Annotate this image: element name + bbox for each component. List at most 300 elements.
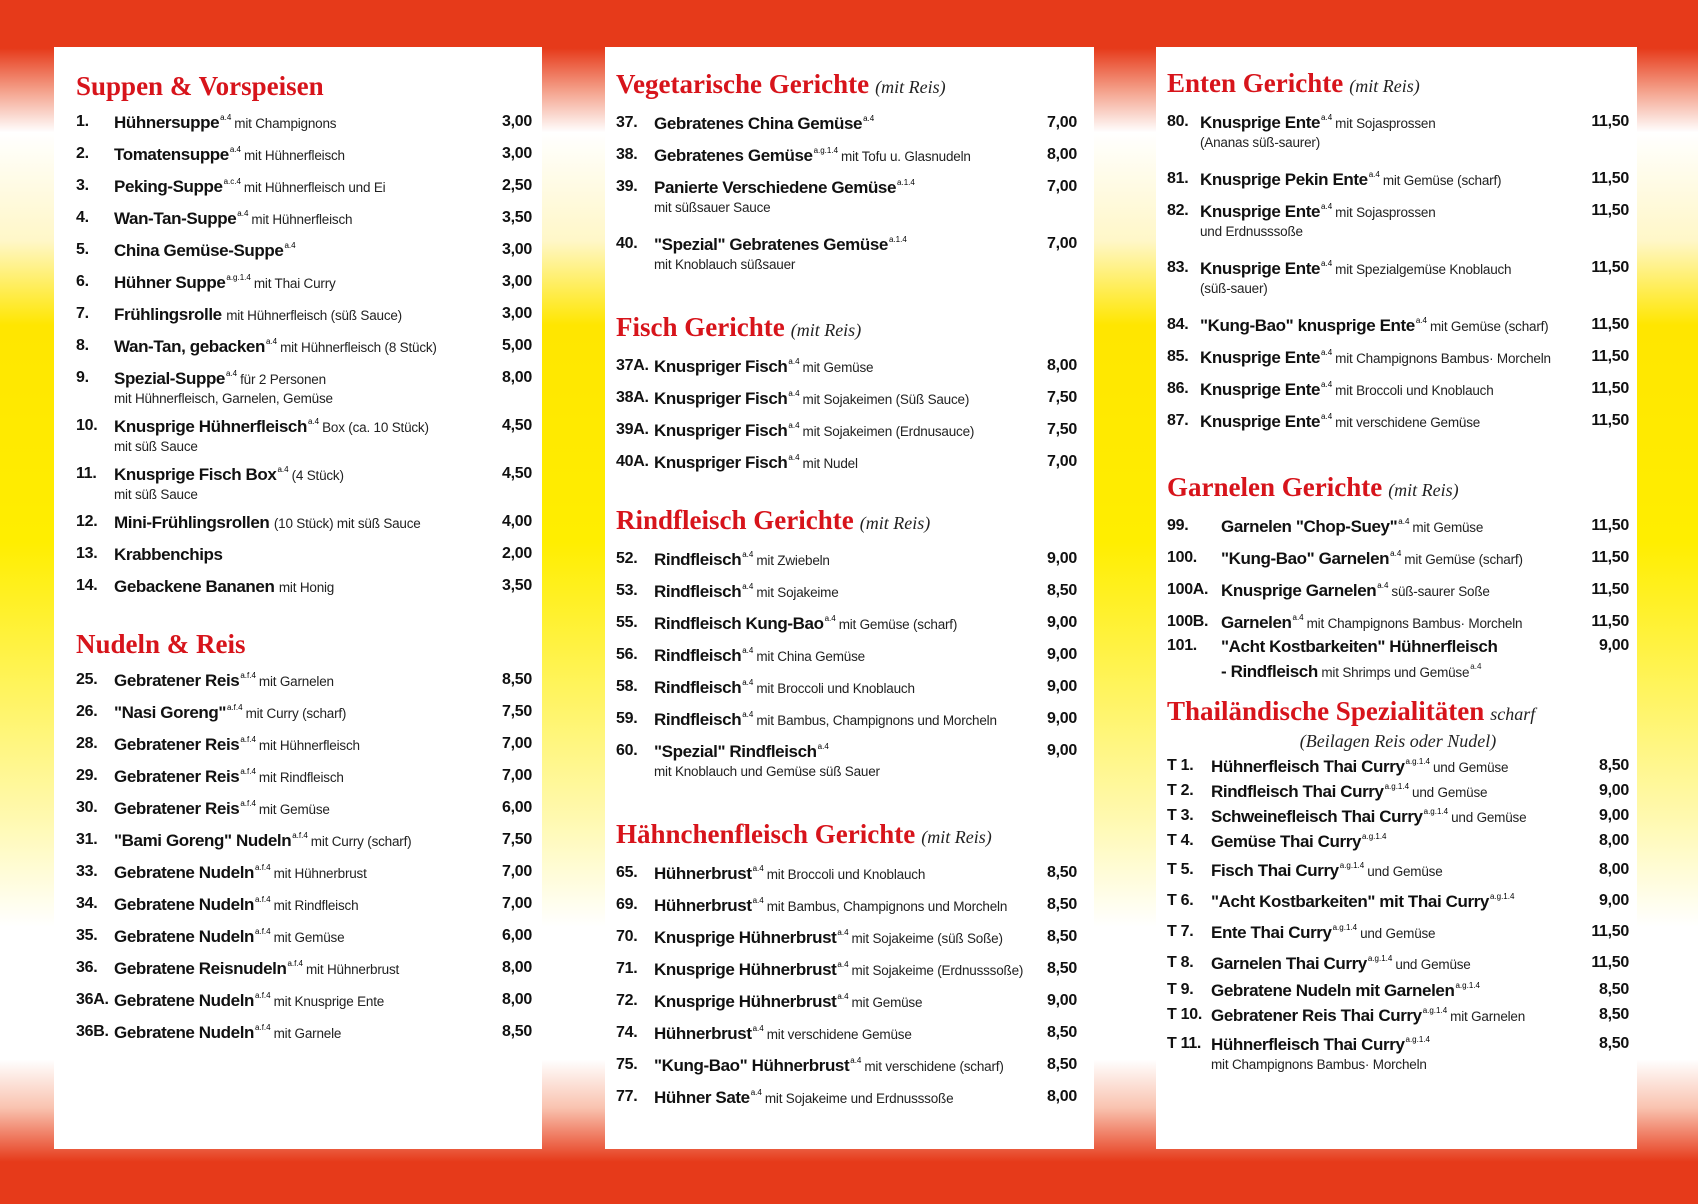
item-description: mit verschidene Gemüse: [766, 1027, 912, 1042]
item-body: [654, 178, 1027, 217]
item-description: mit Shrimps und Gemüse: [1321, 665, 1470, 680]
menu-item: [616, 142, 1077, 174]
item-price: 11,50: [1591, 170, 1629, 187]
item-description: mit Hühnerfleisch: [243, 148, 345, 163]
item-name: Knusprige Ente: [1200, 380, 1321, 399]
menu-item: [1167, 831, 1629, 856]
item-number: T 5.: [1167, 861, 1194, 878]
allergen-code: a.f.4: [255, 991, 271, 1000]
item-description: mit Gemüse: [1412, 520, 1484, 535]
item-number: 37A.: [616, 357, 649, 374]
item-name: Hühnerfleisch Thai Curry: [1211, 1035, 1405, 1054]
item-description: mit verschidene Gemüse: [1335, 415, 1481, 430]
item-body: [1211, 1006, 1577, 1026]
item-body: [114, 671, 486, 691]
allergen-code: a.f.4: [255, 895, 271, 904]
item-line: [1221, 613, 1577, 633]
item-description-line2: [654, 762, 1027, 781]
item-description: mit Gemüse: [273, 930, 345, 945]
item-name: Rindfleisch: [654, 678, 742, 697]
item-price: 11,50: [1591, 581, 1629, 598]
item-number: 39A.: [616, 421, 649, 438]
menu-item: [1167, 344, 1629, 376]
item-line: [1200, 412, 1577, 432]
item-line: [1211, 757, 1577, 777]
item-name: Tomatensuppe: [114, 145, 229, 164]
item-body: [1200, 113, 1577, 152]
item-line: [114, 799, 486, 819]
menu-item: [1167, 166, 1629, 198]
item-description: für 2 Personen: [240, 372, 326, 387]
item-name: Peking-Suppe: [114, 177, 223, 196]
item-line: [1211, 954, 1577, 974]
item-body: [1200, 380, 1577, 400]
menu-item: [76, 269, 532, 301]
item-line: [114, 241, 486, 261]
item-name: Gebackene Bananen: [114, 577, 275, 596]
item-body: [114, 863, 486, 883]
allergen-code: a.4: [752, 896, 764, 905]
item-body: [114, 305, 486, 325]
menu-item: [76, 667, 532, 699]
item-price: 5,00: [502, 337, 532, 354]
item-number: 77.: [616, 1088, 638, 1105]
menu-item: [1167, 577, 1629, 609]
allergen-code: a.4: [237, 209, 249, 218]
item-number: 86.: [1167, 380, 1189, 397]
item-description: mit Broccoli und Knoblauch: [1335, 383, 1494, 398]
allergen-code: a.4: [824, 614, 836, 623]
item-name: "Nasi Goreng": [114, 703, 226, 722]
item-body: [114, 417, 486, 456]
item-description: und Gemüse: [1395, 957, 1471, 972]
item-name: Gebratene Nudeln: [114, 991, 255, 1010]
item-line: [654, 582, 1027, 602]
item-price: 8,50: [1599, 757, 1629, 774]
item-line: [1221, 581, 1577, 601]
allergen-code: a.f.4: [240, 671, 256, 680]
item-line: [114, 895, 486, 915]
item-price: 11,50: [1591, 412, 1629, 429]
menu-item: [616, 674, 1077, 706]
item-description: mit Champignons Bambus· Morcheln: [1306, 616, 1523, 631]
item-description: mit Garnele: [273, 1026, 342, 1041]
item-line: [1211, 782, 1577, 802]
menu-item: [76, 237, 532, 269]
item-number: 35.: [76, 927, 98, 944]
item-number: 81.: [1167, 170, 1189, 187]
item-number: T 2.: [1167, 782, 1194, 799]
item-description: (Ananas süß-saurer): [1200, 135, 1320, 150]
item-description: mit Gemüse (scharf): [1404, 552, 1523, 567]
item-line: [654, 421, 1027, 441]
item-line: [654, 357, 1027, 377]
item-body: [1200, 348, 1577, 368]
menu-item: [1167, 609, 1629, 633]
item-body: [654, 1024, 1027, 1044]
item-price: 9,00: [1047, 992, 1077, 1009]
allergen-code: a.4: [837, 960, 849, 969]
menu-item: [1167, 198, 1629, 255]
item-body: [1211, 954, 1577, 974]
allergen-code: a.g.1.4: [226, 273, 251, 282]
item-number: 7.: [76, 305, 89, 322]
item-line: [114, 273, 486, 293]
item-price: 11,50: [1591, 202, 1629, 219]
allergen-code: a.g.1.4: [1455, 981, 1480, 990]
item-number: 82.: [1167, 202, 1189, 219]
menu-item: [616, 956, 1077, 988]
item-description: mit Curry (scharf): [310, 834, 412, 849]
item-name: Hühnerbrust: [654, 896, 752, 915]
item-name: Ente Thai Curry: [1211, 923, 1332, 942]
item-line: [654, 646, 1027, 666]
item-line: [654, 114, 1027, 134]
item-line: [1200, 202, 1577, 222]
menu-item: [616, 860, 1077, 892]
item-price: 11,50: [1591, 348, 1629, 365]
item-line: [1200, 316, 1577, 336]
item-number: 53.: [616, 582, 638, 599]
item-price: 4,50: [502, 417, 532, 434]
item-description: mit Hühnerfleisch und Ei: [243, 180, 386, 195]
menu-item: [76, 365, 532, 413]
item-name: Knusprige Fisch Box: [114, 465, 277, 484]
menu-item: [76, 763, 532, 795]
item-body: [114, 369, 486, 408]
item-name: Knuspriger Fisch: [654, 453, 788, 472]
item-name: Schweinefleisch Thai Curry: [1211, 807, 1423, 826]
item-description: mit Gemüse: [258, 802, 330, 817]
item-name: Gebratener Reis Thai Curry: [1211, 1006, 1422, 1025]
section-garnelen: [1167, 470, 1629, 690]
item-body: [654, 1088, 1027, 1108]
allergen-code: a.4: [742, 550, 754, 559]
item-description: mit Sojakeimen (Süß Sauce): [802, 392, 970, 407]
item-description: und Gemüse: [1432, 760, 1509, 775]
item-description: und Gemüse: [1367, 864, 1443, 879]
item-body: [654, 896, 1027, 916]
allergen-code: a.4: [220, 113, 232, 122]
item-description-line2: [1211, 1055, 1577, 1074]
menu-item: [1167, 109, 1629, 166]
item-description: mit Gemüse (scharf): [838, 617, 958, 632]
allergen-code: a.4: [752, 864, 764, 873]
item-description: mit Sojasprossen: [1335, 205, 1436, 220]
item-line: [654, 235, 1027, 255]
item-number: 36A.: [76, 991, 109, 1008]
section-title: Enten Gerichte (mit Reis): [1167, 68, 1420, 98]
allergen-code: a.f.4: [255, 927, 271, 936]
menu-item: [1167, 1005, 1629, 1030]
item-number: 101.: [1167, 637, 1197, 654]
item-name: "Kung-Bao" Garnelen: [1221, 549, 1390, 568]
item-price: 9,00: [1047, 742, 1077, 759]
item-line: [114, 465, 486, 485]
item-body: [1211, 861, 1577, 881]
allergen-code: a.4: [742, 582, 754, 591]
item-name: Hühnersuppe: [114, 113, 220, 132]
item-body: [114, 927, 486, 947]
item-description: und Erdnusssoße: [1200, 224, 1303, 239]
item-price: 3,00: [502, 113, 532, 130]
item-price: 3,00: [502, 145, 532, 162]
item-price: 8,50: [502, 1023, 532, 1040]
item-number: 33.: [76, 863, 98, 880]
item-name: Rindfleisch: [654, 550, 742, 569]
item-line: [114, 513, 486, 533]
item-number: T 10.: [1167, 1006, 1202, 1023]
item-description: mit Spezialgemüse Knoblauch: [1335, 262, 1512, 277]
allergen-code: a.4: [1470, 662, 1482, 671]
item-price: 6,00: [502, 799, 532, 816]
allergen-code: a.1.4: [888, 235, 907, 244]
item-body: [1211, 807, 1577, 827]
item-body: [114, 895, 486, 915]
item-line: [1211, 923, 1577, 943]
allergen-code: a.4: [1321, 202, 1333, 211]
item-line: [1221, 637, 1577, 657]
item-name: Frühlingsrolle: [114, 305, 222, 324]
allergen-code: a.4: [750, 1088, 762, 1097]
item-description: mit Broccoli und Knoblauch: [766, 867, 926, 882]
item-description-line2: [114, 485, 486, 504]
allergen-code: a.g.1.4: [1489, 892, 1515, 901]
allergen-code: a.4: [1321, 259, 1333, 268]
menu-item: [616, 1020, 1077, 1052]
item-price: 7,00: [1047, 114, 1077, 131]
menu-item: [1167, 856, 1629, 887]
allergen-code: a.g.1.4: [1332, 923, 1358, 932]
item-body: [1211, 923, 1577, 943]
item-description: mit Zwiebeln: [756, 553, 830, 568]
item-number: 80.: [1167, 113, 1189, 130]
item-price: 8,50: [1047, 582, 1077, 599]
item-description: mit Sojakeime: [756, 585, 839, 600]
menu-item: [616, 449, 1077, 481]
menu-item: [1167, 376, 1629, 408]
item-number: 2.: [76, 145, 89, 162]
item-body: [654, 614, 1027, 634]
item-number: 39.: [616, 178, 638, 195]
menu-item: [616, 174, 1077, 231]
menu-column-1: [54, 47, 542, 1149]
allergen-code: a.4: [863, 114, 875, 123]
item-description-line2: [114, 437, 486, 456]
item-price: 8,50: [1047, 864, 1077, 881]
item-line: [1200, 170, 1577, 190]
item-name: Hühner Suppe: [114, 273, 226, 292]
item-description: mit Sojakeime und Erdnusssoße: [764, 1091, 954, 1106]
item-number: 87.: [1167, 412, 1189, 429]
item-number: 14.: [76, 577, 98, 594]
item-name: Gebratenes Gemüse: [654, 146, 813, 165]
item-line: [1200, 259, 1577, 279]
item-body: [114, 145, 486, 165]
item-name: Knuspriger Fisch: [654, 389, 788, 408]
item-number: 36B.: [76, 1023, 109, 1040]
item-body: [654, 453, 1027, 473]
item-line: [654, 928, 1027, 948]
item-line: [1211, 1006, 1577, 1026]
item-name: "Spezial" Rindfleisch: [654, 742, 817, 761]
item-name: Garnelen: [1221, 613, 1292, 632]
item-price: 8,50: [1047, 1024, 1077, 1041]
allergen-code: a.f.4: [240, 799, 256, 808]
item-name: Knusprige Ente: [1200, 412, 1321, 431]
item-description-line2: [1200, 133, 1577, 152]
item-description: mit Gemüse: [851, 995, 923, 1010]
menu-item: [76, 731, 532, 763]
item-number: T 3.: [1167, 807, 1194, 824]
item-price: 11,50: [1591, 113, 1629, 130]
item-description: mit Hühnerfleisch (süß Sauce): [226, 308, 402, 323]
item-name: Gebratene Nudeln: [114, 863, 255, 882]
item-price: 3,00: [502, 241, 532, 258]
menu-item: [76, 923, 532, 955]
item-body: [654, 389, 1027, 409]
item-body: [1221, 613, 1577, 633]
item-price: 11,50: [1591, 316, 1629, 333]
item-line: [1211, 832, 1577, 852]
item-body: [1211, 832, 1577, 852]
item-price: 11,50: [1591, 259, 1629, 276]
section-title: Nudeln & Reis: [76, 629, 246, 659]
item-line: [1221, 549, 1577, 569]
item-number: 1.: [76, 113, 89, 130]
menu-item: [1167, 918, 1629, 949]
allergen-code: a.4: [1292, 613, 1304, 622]
item-price: 8,50: [1599, 981, 1629, 998]
item-body: [1200, 202, 1577, 241]
allergen-code: a.4: [277, 465, 289, 474]
item-body: [654, 646, 1027, 666]
allergen-code: a.4: [284, 241, 296, 250]
item-description: süß-saurer Soße: [1391, 584, 1490, 599]
menu-item: [616, 231, 1077, 288]
item-number: T 8.: [1167, 954, 1194, 971]
item-description-line2: [114, 389, 486, 408]
allergen-code: a.4: [788, 357, 800, 366]
item-description: mit China Gemüse: [756, 649, 865, 664]
item-number: 59.: [616, 710, 638, 727]
item-name: "Bami Goreng" Nudeln: [114, 831, 292, 850]
item-price: 4,00: [502, 513, 532, 530]
item-description: mit Sojakeime (Erdnusssoße): [851, 963, 1024, 978]
allergen-code: a.4: [1321, 412, 1333, 421]
item-number: 29.: [76, 767, 98, 784]
item-price: 6,00: [502, 927, 532, 944]
item-line: [1200, 348, 1577, 368]
allergen-code: a.1.4: [897, 178, 915, 187]
item-name: Krabbenchips: [114, 545, 223, 564]
item-description: mit Rindfleisch: [258, 770, 344, 785]
menu-item: [616, 110, 1077, 142]
item-number: 84.: [1167, 316, 1189, 333]
item-description: mit Gemüse: [802, 360, 874, 375]
menu-item: [76, 859, 532, 891]
item-number: 58.: [616, 678, 638, 695]
allergen-code: a.g.1.4: [1405, 1035, 1430, 1044]
item-description-line2: [654, 198, 1027, 217]
item-name: Rindfleisch Kung-Bao: [654, 614, 824, 633]
item-body: [654, 1056, 1027, 1076]
item-price: 8,00: [1047, 357, 1077, 374]
item-price: 11,50: [1591, 517, 1629, 534]
item-line: [654, 710, 1027, 730]
allergen-code: a.4: [788, 421, 800, 430]
item-price: 9,00: [1047, 550, 1077, 567]
item-name: Gebratene Nudeln mit Garnelen: [1211, 981, 1455, 1000]
item-description: mit Sojasprossen: [1335, 116, 1436, 131]
item-line: [654, 389, 1027, 409]
allergen-code: a.4: [1415, 316, 1427, 325]
item-line: [654, 146, 1027, 166]
menu-item: [616, 610, 1077, 642]
item-number: 70.: [616, 928, 638, 945]
item-body: [114, 799, 486, 819]
item-description: mit Sojakeime (süß Soße): [851, 931, 1003, 946]
item-body: [654, 550, 1027, 570]
item-line: [1211, 807, 1577, 827]
item-body: [114, 513, 486, 533]
item-number: 38A.: [616, 389, 649, 406]
item-description: und Gemüse: [1451, 810, 1527, 825]
allergen-code: a.g.1.4: [1423, 807, 1449, 816]
item-name: "Kung-Bao" Hühnerbrust: [654, 1056, 850, 1075]
item-description: mit Broccoli und Knoblauch: [756, 681, 915, 696]
item-description: mit Hühnerfleisch: [251, 212, 353, 227]
section-suppen: [76, 69, 532, 605]
item-number: 40A.: [616, 453, 649, 470]
item-price: 8,00: [1599, 861, 1629, 878]
item-name: Knusprige Hühnerbrust: [654, 960, 837, 979]
section-thai: [1167, 694, 1629, 1080]
item-body: [1200, 412, 1577, 432]
item-body: [1200, 316, 1577, 336]
section-title: Vegetarische Gerichte (mit Reis): [616, 69, 946, 99]
item-description: mit Hühnerbrust: [306, 962, 400, 977]
menu-item: [76, 955, 532, 987]
section-nudeln: [76, 627, 532, 1051]
item-description: mit süß Sauce: [114, 439, 198, 454]
item-description: mit Bambus, Champignons und Morcheln: [756, 713, 997, 728]
item-line: [1211, 981, 1577, 1001]
item-number: 100B.: [1167, 613, 1209, 630]
item-body: [114, 831, 486, 851]
allergen-code: a.g.1.4: [1422, 1006, 1448, 1015]
item-line: [114, 113, 486, 133]
item-price: 9,00: [1047, 614, 1077, 631]
item-price: 9,00: [1047, 646, 1077, 663]
item-name: "Spezial" Gebratenes Gemüse: [654, 235, 888, 254]
item-name: Knusprige Ente: [1200, 259, 1321, 278]
item-name: China Gemüse-Suppe: [114, 241, 284, 260]
item-name: Gebratene Reisnudeln: [114, 959, 287, 978]
item-name: Knuspriger Fisch: [654, 421, 788, 440]
item-price: 2,00: [502, 545, 532, 562]
item-number: 72.: [616, 992, 638, 1009]
item-description: (süß-sauer): [1200, 281, 1268, 296]
item-body: [114, 735, 486, 755]
item-line: [654, 614, 1027, 634]
item-number: 26.: [76, 703, 98, 720]
item-name: Rindfleisch: [654, 582, 742, 601]
item-price: 7,00: [1047, 453, 1077, 470]
allergen-code: a.f.4: [240, 767, 256, 776]
item-number: 83.: [1167, 259, 1189, 276]
item-price: 8,00: [1599, 832, 1629, 849]
